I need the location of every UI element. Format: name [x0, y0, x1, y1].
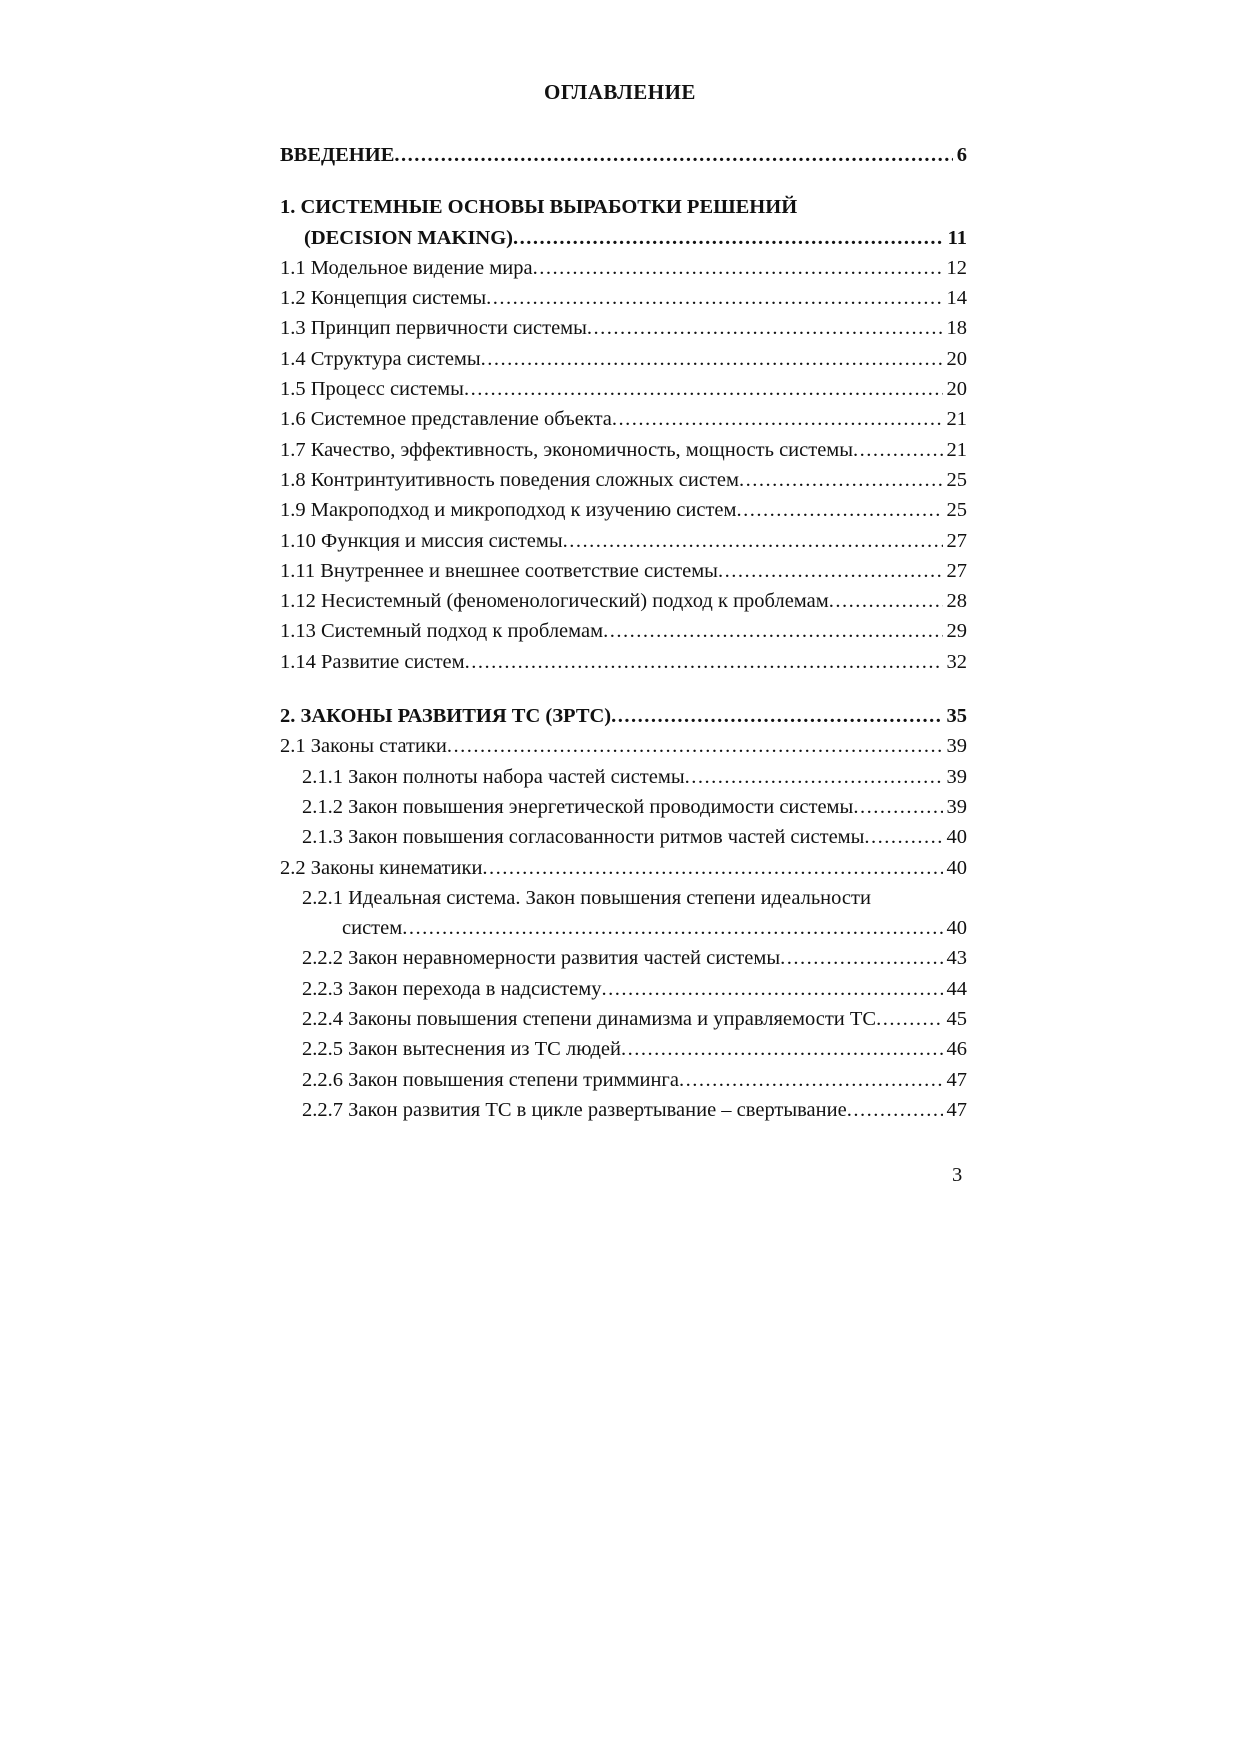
toc-entry-2-2[interactable]: [280, 853, 967, 883]
toc-entry[interactable]: [280, 1065, 967, 1095]
toc-label: 2.2 Законы кинематики: [280, 856, 483, 879]
dot-leader: [876, 1004, 942, 1034]
table-of-contents: [280, 140, 967, 1125]
toc-entry[interactable]: [280, 943, 967, 973]
toc-page: 40: [946, 856, 967, 879]
dot-leader: [829, 586, 943, 616]
toc-entry[interactable]: [280, 647, 967, 677]
toc-page: 43: [946, 947, 967, 970]
toc-page: 32: [946, 650, 967, 673]
toc-label: 2.2.4 Законы повышения степени динамизма и управляемости ТС: [302, 1008, 877, 1031]
toc-entry-2-2-1-cont[interactable]: [280, 913, 967, 943]
toc-page: 40: [946, 826, 967, 849]
toc-page: 12: [946, 256, 967, 279]
dot-leader: [464, 374, 943, 404]
toc-entry[interactable]: [280, 556, 967, 586]
toc-label: 1.9 Макроподход и микроподход к изучению систем: [280, 499, 737, 522]
toc-entry[interactable]: [280, 435, 967, 465]
toc-label: систем: [342, 917, 403, 940]
toc-label: 2.2.3 Закон перехода в надсистему: [302, 977, 602, 1000]
toc-label: 2.2.5 Закон вытеснения из ТС людей: [302, 1038, 621, 1061]
toc-page: 18: [946, 317, 967, 340]
toc-page: 11: [947, 226, 967, 249]
toc-label: 2. ЗАКОНЫ РАЗВИТИЯ ТС (ЗРТС): [280, 705, 612, 728]
toc-label: 2.1.3 Закон повышения согласованности ритмов частей системы: [302, 826, 865, 849]
toc-label: 2.1.2 Закон повышения энергетической проводимости системы: [302, 795, 854, 818]
dot-leader: [611, 701, 942, 731]
toc-page: 46: [946, 1038, 967, 1061]
toc-entry[interactable]: [280, 1034, 967, 1064]
dot-leader: [739, 465, 943, 495]
chapter-1-title[interactable]: 1. СИСТЕМНЫЕ ОСНОВЫ ВЫРАБОТКИ РЕШЕНИЙ: [280, 196, 798, 219]
toc-label: 2.1.1 Закон полноты набора частей системы: [302, 765, 685, 788]
toc-page: 20: [946, 347, 967, 370]
dot-leader: [402, 913, 942, 943]
page-title: ОГЛАВЛЕНИЕ: [544, 80, 696, 104]
toc-label: 2.2.6 Закон повышения степени тримминга: [302, 1068, 679, 1091]
toc-entry[interactable]: [280, 1095, 967, 1125]
dot-leader: [853, 792, 942, 822]
toc-page: 35: [946, 705, 967, 728]
toc-entry[interactable]: [280, 253, 967, 283]
dot-leader: [486, 283, 942, 313]
toc-entry[interactable]: [280, 974, 967, 1004]
toc-page: 44: [946, 977, 967, 1000]
dot-leader: [847, 1095, 943, 1125]
toc-page: 45: [946, 1008, 967, 1031]
toc-entry[interactable]: [280, 792, 967, 822]
toc-entry[interactable]: [280, 344, 967, 374]
toc-label: 1.13 Системный подход к проблемам: [280, 620, 604, 643]
dot-leader: [685, 762, 943, 792]
toc-label: 1.14 Развитие систем: [280, 650, 465, 673]
toc-label: 1.2 Концепция системы: [280, 287, 487, 310]
toc-entry[interactable]: [280, 1004, 967, 1034]
toc-page: 6: [956, 144, 967, 166]
toc-entry[interactable]: [280, 374, 967, 404]
toc-label: 1.7 Качество, эффективность, экономичность, мощность системы: [280, 438, 854, 461]
toc-page: 28: [946, 590, 967, 613]
dot-leader: [563, 526, 943, 556]
toc-entry[interactable]: [280, 526, 967, 556]
dot-leader: [465, 647, 943, 677]
toc-page: 25: [946, 468, 967, 491]
toc-label: 2.2.7 Закон развития ТС в цикле развертывание – свертывание: [302, 1098, 847, 1121]
dot-leader: [601, 974, 942, 1004]
toc-entry[interactable]: [280, 404, 967, 434]
toc-page: 39: [946, 765, 967, 788]
toc-label: ВВЕДЕНИЕ: [280, 144, 395, 166]
dot-leader: [621, 1034, 943, 1064]
toc-label: 1.6 Системное представление объекта: [280, 408, 612, 431]
toc-label: 1.8 Контринтуитивность поведения сложных систем: [280, 468, 739, 491]
toc-entry[interactable]: [280, 822, 967, 852]
toc-page: 21: [946, 408, 967, 431]
dot-leader: [679, 1065, 943, 1095]
dot-leader: [737, 495, 943, 525]
toc-label: 1.5 Процесс системы: [280, 378, 464, 401]
dot-leader: [513, 223, 944, 253]
toc-label: 1.1 Модельное видение мира: [280, 256, 533, 279]
toc-label: 2.2.2 Закон неравномерности развития частей системы: [302, 947, 781, 970]
toc-label: 1.12 Несистемный (феноменологический) подход к проблемам: [280, 590, 829, 613]
toc-page: 40: [946, 917, 967, 940]
toc-label: 1.10 Функция и миссия системы: [280, 529, 563, 552]
toc-page: 27: [946, 559, 967, 582]
toc-entry[interactable]: [280, 283, 967, 313]
toc-label: 1.11 Внутреннее и внешнее соответствие системы: [280, 559, 718, 582]
dot-leader: [718, 556, 943, 586]
toc-entry-2-1[interactable]: [280, 731, 967, 761]
toc-label: 1.3 Принцип первичности системы: [280, 317, 587, 340]
toc-entry-2-2-1[interactable]: 2.2.1 Идеальная система. Закон повышения степени идеальности: [302, 886, 871, 909]
dot-leader: [533, 253, 943, 283]
dot-leader: [394, 140, 952, 170]
toc-page: 39: [946, 735, 967, 758]
dot-leader: [481, 344, 943, 374]
toc-page: 39: [946, 795, 967, 818]
toc-entry[interactable]: [280, 616, 967, 646]
toc-page: 21: [946, 438, 967, 461]
toc-label: 2.1 Законы статики: [280, 735, 447, 758]
chapter-1-title-cont[interactable]: [280, 223, 967, 253]
toc-entry[interactable]: [280, 495, 967, 525]
toc-page: 14: [946, 287, 967, 310]
toc-page: 25: [946, 499, 967, 522]
dot-leader: [587, 313, 943, 343]
toc-page: 47: [946, 1098, 967, 1121]
dot-leader: [853, 435, 942, 465]
toc-entry[interactable]: [280, 465, 967, 495]
toc-page: 20: [946, 378, 967, 401]
toc-entry[interactable]: [280, 762, 967, 792]
toc-entry-intro[interactable]: [280, 140, 967, 170]
toc-entry[interactable]: [280, 586, 967, 616]
toc-page: 29: [946, 620, 967, 643]
toc-page: 27: [946, 529, 967, 552]
toc-label: (DECISION MAKING): [304, 226, 513, 249]
dot-leader: [447, 731, 943, 761]
dot-leader: [864, 822, 942, 852]
toc-label: 1.4 Структура системы: [280, 347, 481, 370]
chapter-2-title[interactable]: [280, 701, 967, 731]
toc-page: 47: [946, 1068, 967, 1091]
dot-leader: [780, 943, 942, 973]
dot-leader: [612, 404, 943, 434]
dot-leader: [603, 616, 942, 646]
toc-entry[interactable]: [280, 313, 967, 343]
dot-leader: [482, 853, 942, 883]
page-number: 3: [952, 1164, 963, 1186]
